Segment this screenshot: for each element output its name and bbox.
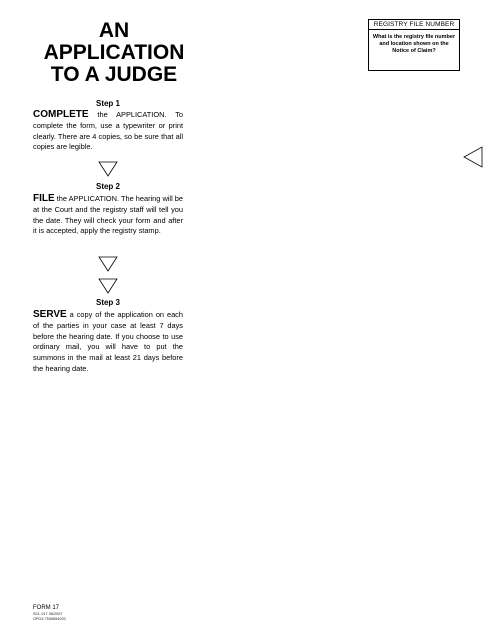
form-code-1: SCL 017 06/2007 bbox=[33, 612, 63, 616]
registry-box-question: What is the registry file number and location shown on the Notice of Claim? bbox=[372, 34, 456, 54]
down-triangle-icon bbox=[98, 161, 118, 177]
step-1-text bbox=[33, 110, 183, 153]
step-2-label: Step 2 bbox=[95, 182, 120, 191]
title-line-1: AN bbox=[98, 19, 130, 42]
title-line-3: TO A JUDGE bbox=[50, 63, 178, 86]
form-code-2: OPO4 7530654020 bbox=[33, 617, 66, 621]
step-2-body: the APPLICATION. The hearing will be at the Court and the registry staff will tell you the date. They will check your form and after it is accepted, apply the registry stamp. bbox=[33, 194, 183, 236]
step-3-keyword: SERVE bbox=[33, 309, 67, 320]
step-2-keyword: FILE bbox=[33, 193, 55, 204]
title-line-2: APPLICATION bbox=[43, 41, 185, 64]
down-triangle-icon bbox=[98, 278, 118, 294]
step-1-label: Step 1 bbox=[95, 99, 120, 108]
form-number: FORM 17 bbox=[33, 605, 60, 611]
step-3-text bbox=[33, 310, 183, 375]
down-triangle-icon bbox=[98, 256, 118, 272]
registry-file-number-box bbox=[368, 19, 460, 71]
page-title bbox=[28, 20, 200, 86]
step-1-body: the APPLICATION. To complete the form, use a typewriter or print clearly. There are 4 copies, so be sure that all copies are legible. bbox=[33, 110, 183, 152]
left-triangle-icon bbox=[463, 146, 483, 168]
step-3-body: a copy of the application on each of the parties in your case at least 7 days before the hearing date. If you choose to use ordinary mail, you will have to put the summons in the mail at least 21 days before the hearing date. bbox=[33, 310, 183, 373]
form-footer bbox=[33, 605, 66, 622]
step-1-keyword: COMPLETE bbox=[33, 109, 89, 120]
step-2-text bbox=[33, 194, 183, 237]
registry-box-header: REGISTRY FILE NUMBER bbox=[369, 20, 459, 30]
step-3-label: Step 3 bbox=[95, 298, 120, 307]
